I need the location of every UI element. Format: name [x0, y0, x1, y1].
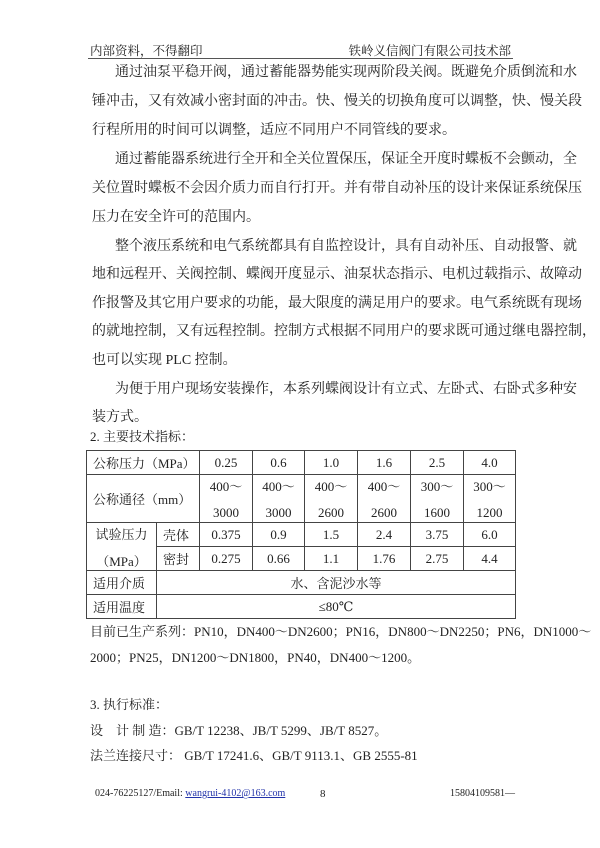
cell: 1.76	[358, 547, 411, 571]
cell-to: 1600	[424, 505, 450, 520]
footer-mobile: 15804109581—	[450, 788, 515, 799]
cell-from: 400～	[262, 479, 295, 494]
table-row-diameter	[87, 475, 516, 523]
cell	[411, 475, 464, 523]
table-row-temperature	[87, 595, 516, 619]
paragraph-line: 装方式。	[92, 410, 148, 425]
paragraph-line: 通过蓄能器系统进行全开和全关位置保压，保证全开度时蝶板不会颤动，全	[115, 152, 577, 167]
paragraph-line: 锤冲击，又有效减小密封面的冲击。快、慢关的切换角度可以调整，快、慢关段	[92, 94, 582, 109]
cell	[305, 475, 358, 523]
table-row-medium	[87, 571, 516, 595]
cell: 2.5	[411, 451, 464, 475]
standard-line: 设 计 制 造：GB/T 12238、JB/T 5299、JB/T 8527。	[90, 723, 388, 738]
cell: 1.5	[305, 523, 358, 547]
cell: 4.4	[464, 547, 516, 571]
section-2-title: 2. 主要技术指标：	[90, 429, 195, 444]
paragraph-line: 压力在安全许可的范围内。	[92, 210, 260, 225]
cell: 0.25	[200, 451, 253, 475]
footer-contact	[95, 788, 285, 799]
paragraph-line: 地和远程开、关阀控制、蝶阀开度显示、油泵状态指示、电机过载指示、故障动	[92, 267, 582, 282]
cell-to: 2600	[371, 505, 397, 520]
cell: 0.375	[200, 523, 253, 547]
footer-email-link[interactable]: wangrui-4102@163.com	[185, 788, 286, 799]
cell	[253, 475, 305, 523]
pressure-label: 公称压力（MPa）	[87, 451, 200, 475]
page-number: 8	[320, 788, 326, 800]
cell-from: 400～	[367, 479, 401, 494]
cell: 4.0	[464, 451, 516, 475]
diameter-label: 公称通径（mm）	[87, 475, 200, 523]
cell-to: 3000	[213, 505, 239, 520]
header-left: 内部资料，不得翻印	[90, 44, 203, 58]
production-note: 目前已生产系列：PN10，DN400～DN2600；PN16，DN800～DN2250；PN6，DN1000～	[90, 624, 592, 639]
spec-table	[86, 450, 516, 619]
cell: 1.6	[358, 451, 411, 475]
cell	[358, 475, 411, 523]
test-pressure-label	[87, 523, 157, 571]
cell	[200, 475, 253, 523]
cell: 0.275	[200, 547, 253, 571]
paragraph-line: 为便于用户现场安装操作，本系列蝶阀设计有立式、左卧式、右卧式多种安	[115, 382, 577, 397]
table-row-shell	[87, 523, 516, 547]
paragraph-line: 行程所用的时间可以调整，适应不同用户不同管线的要求。	[92, 123, 456, 138]
medium-value: 水、含泥沙水等	[157, 571, 516, 595]
cell: 0.66	[253, 547, 305, 571]
paragraph-line: 也可以实现 PLC 控制。	[92, 353, 237, 368]
temp-value: ≤80℃	[157, 595, 516, 619]
standard-line: 法兰连接尺寸： GB/T 17241.6、GB/T 9113.1、GB 2555-81	[90, 748, 418, 763]
cell: 1.1	[305, 547, 358, 571]
test-label-2: （MPa）	[96, 553, 147, 569]
cell-from: 300～	[420, 479, 454, 494]
footer-phone: 024-76225127/Email:	[95, 788, 186, 799]
table-row-pressure	[87, 451, 516, 475]
paragraph-line: 关位置时蝶板不会因介质力而自行打开。并有带自动补压的设计来保证系统保压	[92, 181, 582, 196]
cell-to: 3000	[265, 505, 292, 520]
paragraph-line: 通过油泵平稳开阀，通过蓄能器势能实现两阶段关阀。既避免介质倒流和水	[115, 65, 577, 80]
shell-label: 壳体	[157, 523, 200, 547]
cell: 2.4	[358, 523, 411, 547]
paragraph-line: 作报警及其它用户要求的功能，最大限度的满足用户的要求。电气系统既有现场	[92, 296, 582, 311]
cell: 3.75	[411, 523, 464, 547]
cell-to: 2600	[318, 505, 344, 520]
header-right: 铁岭义信阀门有限公司技术部	[348, 44, 511, 58]
production-note: 2000；PN25，DN1200～DN1800，PN40，DN400～1200。	[90, 650, 421, 665]
page-header	[88, 38, 513, 59]
medium-label: 适用介质	[87, 571, 157, 595]
test-label-1: 试验压力	[95, 526, 148, 542]
cell-from: 300～	[473, 479, 506, 494]
cell: 6.0	[464, 523, 516, 547]
cell	[464, 475, 516, 523]
cell: 2.75	[411, 547, 464, 571]
paragraph-line: 整个液压系统和电气系统都具有自监控设计，具有自动补压、自动报警、就	[115, 239, 577, 254]
cell-to: 1200	[476, 505, 503, 520]
section-3-title: 3. 执行标准：	[90, 697, 169, 712]
paragraph-line: 的就地控制，又有远程控制。控制方式根据不同用户的要求既可通过继电器控制，	[92, 324, 596, 339]
seal-label: 密封	[157, 547, 200, 571]
temp-label: 适用温度	[87, 595, 157, 619]
cell-from: 400～	[209, 479, 243, 494]
cell: 0.6	[253, 451, 305, 475]
cell: 0.9	[253, 523, 305, 547]
cell-from: 400～	[314, 479, 348, 494]
cell: 1.0	[305, 451, 358, 475]
